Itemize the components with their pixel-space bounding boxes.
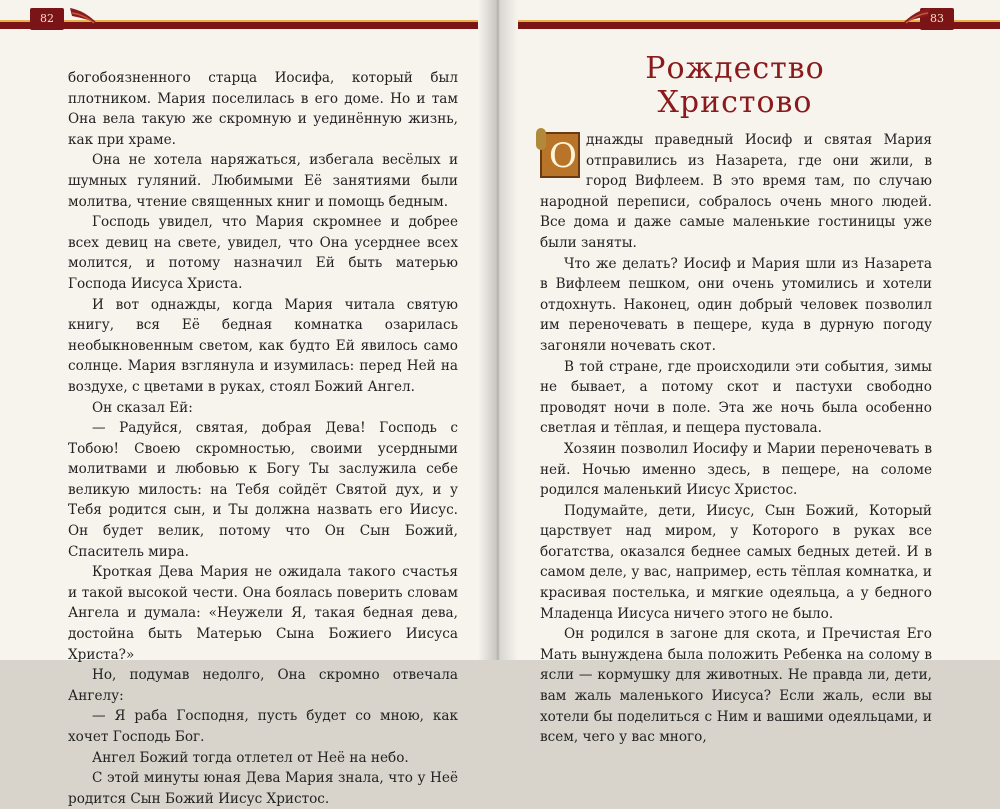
right-paragraph: В той стране, где происходили эти события, зимы не бывает, а потому скот и пастухи свободно проводят ночи в поле. Эта же ночь была особенно светлая и тёплая, и пещера пустовала.: [540, 358, 932, 437]
left-paragraph: богобоязненного старца Иосифа, который был плотником. Мария поселилась в его доме. Но и там Она вела такую же скромную и уединённую жизнь, как при храме.: [68, 70, 458, 148]
left-paragraph: — Я раба Господня, пусть будет со мною, как хочет Господь Бог.: [68, 708, 458, 745]
wing-icon-left: [68, 4, 102, 26]
left-page-text: [68, 68, 458, 809]
dropcap-letter: О: [549, 136, 577, 176]
dropcap-flourish-icon: [536, 128, 546, 150]
wing-icon-right: [898, 4, 932, 26]
first-paragraph-text: днажды праведный Иосиф и святая Мария отправились из Назарета, где они жили, в город Вифлеем. В это время там, по случаю народной переписи, собралось очень много людей. Все дома и даже самые маленькие гостиницы уже были заняты.: [540, 132, 932, 251]
right-paragraph: Подумайте, дети, Иисус, Сын Божий, Который царствует над миром, у Которого в руках все богатства, оказался беднее самых бедных детей. И в самом деле, у вас, например, есть тёплая комнатка, и красивая постелька, и мягкие одеяльца, а у бедного Младенца Иисуса ничего этого не было.: [540, 502, 932, 622]
page-number-right: 83: [920, 8, 954, 30]
left-paragraph: С этой минуты юная Дева Мария знала, что у Неё родится Сын Божий Иисус Христос.: [68, 770, 458, 807]
left-paragraph: Она не хотела наряжаться, избегала весёлых и шумных гуляний. Любимыми Её занятиями были молитва, чтение священных книг и помощь бедным.: [68, 152, 458, 210]
chapter-title: [560, 52, 910, 120]
left-paragraph: Кроткая Дева Мария не ожидала такого счастья и такой высокой чести. Она боялась поверить словам Ангела и думала: «Неужели Я, такая бедная дева, достойна быть Матерью Сына Божиего Иисуса Христа?»: [68, 564, 458, 663]
right-paragraph: Что же делать? Иосиф и Мария шли из Назарета в Вифлеем пешком, они очень утомились и хотели отдохнуть. Наконец, один добрый человек позволил им переночевать в пещере, куда в дурную погоду загоняли ночевать скот.: [540, 255, 932, 354]
left-paragraph: — Радуйся, святая, добрая Дева! Господь с Тобою! Своею скромностью, своими усердными молитвами и любовью к Богу Ты заслужила себе великую милость: на Тебя сойдёт Святой дух, и у Тебя родится сын, и Ты должна назвать его Иисус. Он будет велик, потому что Он Сын Божий, Спаситель мира.: [68, 420, 458, 560]
chapter-title-line1: Рождество: [645, 51, 825, 86]
right-paragraph: Он родился в загоне для скота, и Пречистая Его Мать вынуждена была положить Ребенка на солому в ясли — кормушку для животных. Не правда ли, дети, вам жаль маленького Иисуса? Если жаль, если вы хотели бы поделиться с Ним и вашими одеяльцами, и всем, чего у вас много,: [540, 626, 932, 746]
right-first-paragraph: [540, 130, 932, 254]
page-number-left: 82: [30, 8, 64, 30]
right-page-text: [540, 130, 932, 748]
dropcap-ornament: [540, 132, 580, 178]
left-paragraph: И вот однажды, когда Мария читала святую книгу, вся Её бедная комнатка озарилась необыкновенным светом, как будто Ей явилось само солнце. Мария взглянула и изумилась: перед Ней на воздухе, с цветами в руках, стоял Божий Ангел.: [68, 296, 458, 395]
left-paragraph: Господь увидел, что Мария скромнее и добрее всех девиц на свете, увидел, что Она усерднее всех молится, и потому назначил Ей быть матерью Господа Иисуса Христа.: [68, 214, 458, 292]
left-paragraph: Он сказал Ей:: [92, 399, 193, 416]
chapter-title-line2: Христово: [657, 85, 813, 120]
right-paragraph: Хозяин позволил Иосифу и Марии переночевать в ней. Ночью именно здесь, в пещере, на соломе родился маленький Иисус Христос.: [540, 440, 932, 499]
left-paragraph: Ангел Божий тогда отлетел от Неё на небо.: [92, 749, 409, 766]
left-paragraph: Но, подумав недолго, Она скромно отвечала Ангелу:: [68, 667, 458, 704]
